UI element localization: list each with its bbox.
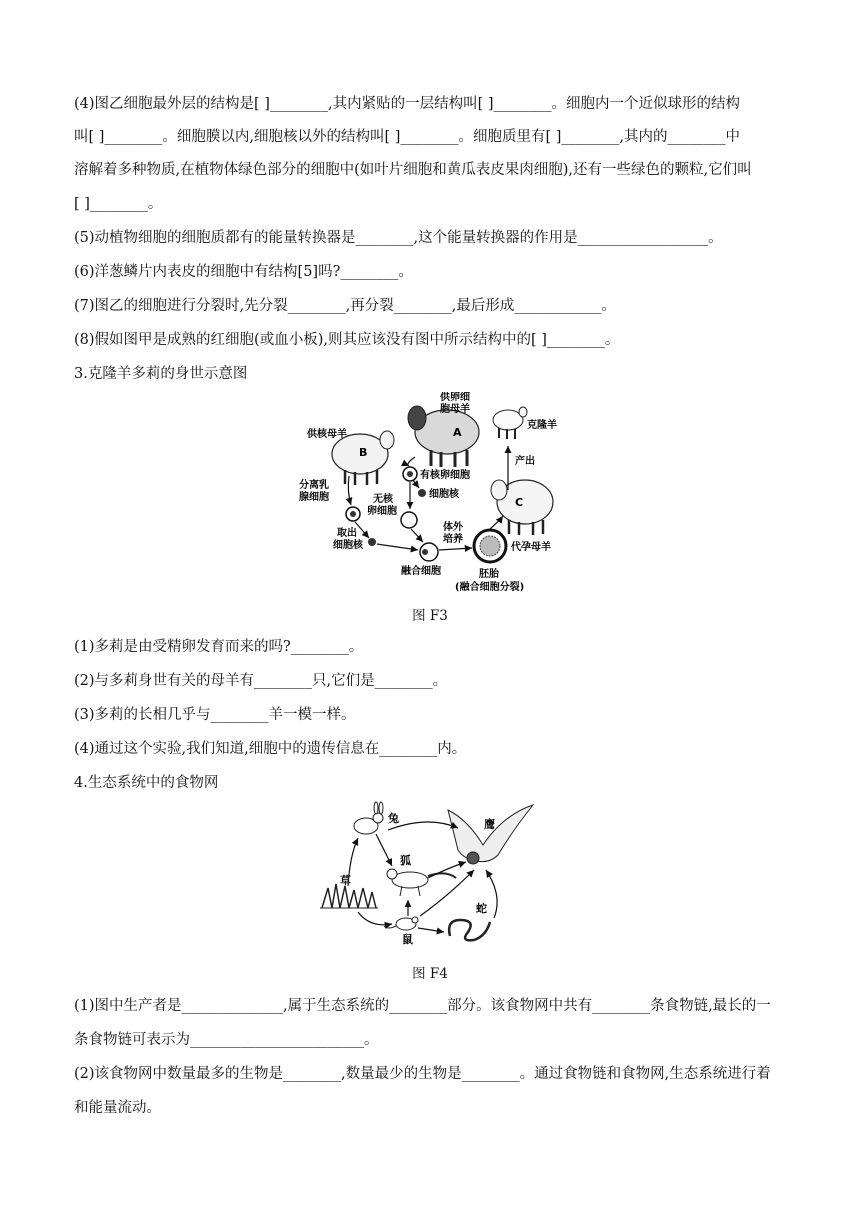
q4-p2-line2: 和能量流动。 <box>74 1100 161 1116</box>
sheep-b-label: B <box>359 446 368 459</box>
q4-heading: 4.生态系统中的食物网 <box>74 775 219 791</box>
culture-label-1: 体外 <box>443 522 463 533</box>
q2-p4-line3: 溶解着多种物质,在植物体绿色部分的细胞中(如叶片细胞和黄瓜表皮果肉细胞),还有一些绿色的颗粒,它们叫 <box>74 162 752 178</box>
q3-heading: 3.克隆羊多莉的身世示意图 <box>74 366 248 382</box>
q4-p1-line1: (1)图中生产者是______________,属于生态系统的________部分。该食物网中共有________条食物链,最长的一 <box>74 998 771 1014</box>
enucleated-label-1: 无核 <box>373 494 393 505</box>
q4-p1-line2: 条食物链可表示为________________________。 <box>74 1032 379 1048</box>
clone-sheep-icon <box>493 407 527 439</box>
enucleated-label-2: 卵细胞 <box>367 506 397 517</box>
embryo-note: (融合细胞分裂) <box>455 582 525 593</box>
fox-label: 狐 <box>400 854 411 867</box>
grass-icon <box>320 884 378 908</box>
surrogate-label: 代孕母羊 <box>511 542 551 553</box>
q2-p4-line4: [ ]________。 <box>74 196 163 212</box>
separate-label-1: 分离乳 <box>299 480 329 491</box>
q2-p7: (7)图乙的细胞进行分裂时,先分裂________,再分裂________,最后形成____________。 <box>74 298 616 314</box>
embryo-label: 胚胎 <box>479 569 499 580</box>
mouse-label: 鼠 <box>402 933 413 946</box>
donor-egg-label-1: 供卵细 <box>440 392 470 403</box>
eagle-icon <box>448 805 533 864</box>
sheep-c-label: C <box>515 496 524 509</box>
figure-f4-caption: 图 F4 <box>412 966 448 982</box>
enucleated-egg-icon <box>401 512 417 528</box>
q4-p2-line1: (2)该食物网中数量最多的生物是________,数量最少的生物是________。通过食物链和食物网,生态系统进行着 <box>74 1066 771 1082</box>
figure-f3-caption: 图 F3 <box>412 608 448 624</box>
clone-sheep-diagram <box>295 392 575 597</box>
q2-p5: (5)动植物细胞的细胞质都有的能量转换器是________,这个能量转换器的作用是__________________。 <box>74 230 723 246</box>
sheep-a-icon <box>408 406 479 467</box>
culture-label-2: 培养 <box>443 534 463 545</box>
donor-egg-label-2: 胞母羊 <box>440 404 470 415</box>
q2-p4-line2: 叫[ ]________。细胞膜以内,细胞核以外的结构叫[ ]________。细胞质里有[ ]________,其内的________中 <box>74 129 740 145</box>
q3-p2: (2)与多莉身世有关的母羊有________只,它们是________。 <box>74 673 448 689</box>
donor-nucleus-label: 供核母羊 <box>307 429 347 440</box>
extracted-nucleus-icon <box>368 538 376 546</box>
take-label-2: 细胞核 <box>333 540 363 551</box>
take-label-1: 取出 <box>337 528 357 539</box>
q2-p4-line1: (4)图乙细胞最外层的结构是[ ]________,其内紧贴的一层结构叫[ ]________。细胞内一个近似球形的结构 <box>74 96 740 112</box>
fused-cell-label: 融合细胞 <box>401 566 441 577</box>
nucleus-label: 细胞核 <box>429 489 459 500</box>
rabbit-label: 兔 <box>388 812 399 825</box>
clone-label: 克隆羊 <box>527 420 557 431</box>
q2-p8: (8)假如图甲是成熟的红细胞(或血小板),则其应该没有图中所示结构中的[ ]________。 <box>74 332 620 348</box>
birth-label: 产出 <box>515 456 535 467</box>
snake-label: 蛇 <box>476 902 487 915</box>
food-web-diagram <box>318 800 548 950</box>
nucleus-icon <box>418 489 426 497</box>
q3-p4: (4)通过这个实验,我们知道,细胞中的遗传信息在________内。 <box>74 741 467 757</box>
rabbit-icon <box>354 802 383 834</box>
nucleated-egg-label: 有核卵细胞 <box>420 470 470 481</box>
fox-icon <box>387 869 456 896</box>
separate-label-2: 腺细胞 <box>299 492 329 503</box>
grass-label: 草 <box>340 874 351 887</box>
q3-p1: (1)多莉是由受精卵发育而来的吗?________。 <box>74 639 364 655</box>
q3-p3: (3)多莉的长相几乎与________羊一模一样。 <box>74 707 356 723</box>
q2-p6: (6)洋葱鳞片内表皮的细胞中有结构[5]吗?________。 <box>74 264 413 280</box>
snake-icon <box>449 920 490 940</box>
eagle-label: 鹰 <box>484 818 495 831</box>
mouse-icon <box>384 917 418 930</box>
sheep-a-label: A <box>453 426 462 439</box>
